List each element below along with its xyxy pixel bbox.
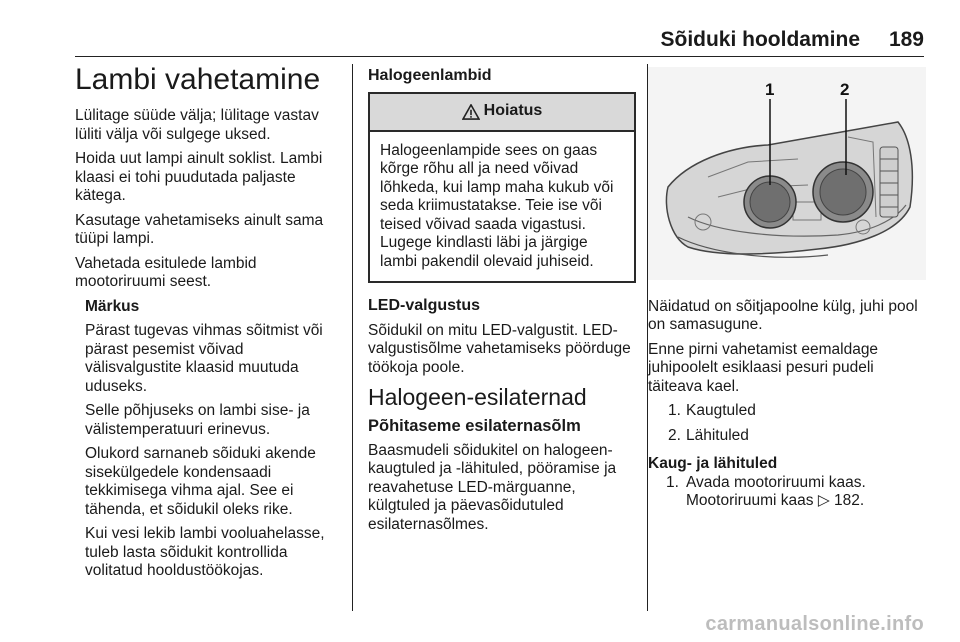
paragraph: Enne pirni vahetamist eemaldage juhipoolelt esiklaasi pesuri pudeli täiteava kael. bbox=[648, 340, 879, 395]
list-label: Kaugtuled bbox=[686, 402, 756, 419]
section-title: Lambi vahetamine bbox=[75, 63, 321, 96]
step-1 bbox=[648, 474, 928, 493]
list-label: Lähituled bbox=[686, 426, 749, 444]
header-divider bbox=[75, 56, 924, 57]
note-paragraph: Kui vesi lekib lambi vooluahelasse, tuleb lasta sõidukit kontrollida volitatud hooldustöökojas. bbox=[85, 525, 325, 579]
warning-box bbox=[368, 92, 636, 284]
page-number: 189 bbox=[888, 28, 924, 51]
reference-arrow-icon: ▷ bbox=[817, 492, 830, 509]
list-number: 2. bbox=[668, 426, 681, 444]
list-item bbox=[648, 427, 928, 446]
column-divider-1 bbox=[352, 64, 353, 611]
list-item bbox=[648, 402, 928, 421]
step-text: Avada mootoriruumi kaas. bbox=[686, 473, 866, 491]
watermark: carmanualsonline.info bbox=[705, 613, 924, 635]
led-title: LED-valgustus bbox=[368, 297, 481, 314]
headlamp-illustration bbox=[648, 67, 926, 280]
paragraph: Näidatud on sõitjapoolne külg, juhi pool on samasugune. bbox=[648, 297, 918, 333]
warning-text: Halogeenlampide sees on gaas kõrge rõhu all ja need võivad lõhkeda, kui lamp maha kukub või seda kriimustatakse. Teie ise või teised võivad saada vigastusi. Lugege kindlasti läbi ja järgige lambi pakendil olevaid juhiseid. bbox=[380, 141, 614, 270]
reference-text: Mootoriruumi kaas bbox=[686, 492, 814, 509]
paragraph: Hoida uut lampi ainult soklist. Lambi klaasi ei tohi puudutada paljaste kätega. bbox=[75, 150, 323, 204]
paragraph: Lülitage süüde välja; lülitage vastav lüliti välja või sulgege uksed. bbox=[75, 107, 319, 143]
column-3 bbox=[648, 67, 928, 511]
note-paragraph: Selle põhjuseks on lambi sise- ja välistemperatuuri erinevus. bbox=[85, 402, 310, 438]
callout-list bbox=[648, 402, 928, 445]
note-block bbox=[75, 298, 343, 581]
step-number: 1. bbox=[666, 473, 679, 491]
column-2 bbox=[368, 67, 636, 540]
page-header-title: Sõiduki hooldamine bbox=[660, 28, 860, 51]
note-paragraph: Olukord sarnaneb sõiduki akende sisekülgedele kondensaadi tekkimisega vihma ajal. See ei tähenda, et sõidukil oleks rike. bbox=[85, 445, 316, 518]
step-reference[interactable] bbox=[648, 492, 928, 511]
led-text: Sõidukil on mitu LED-valgustit. LED-valgustisõlme vahetamiseks pöörduge töökoja poole. bbox=[368, 321, 631, 376]
base-unit-text: Baasmudeli sõidukitel on halogeen-kaugtuled ja -lähituled, pööramise ja reavahetuse LED-märguanne, külgtuled ja päevasõidutuled esilaternasõlmes. bbox=[368, 441, 617, 533]
figure-label-2: 2 bbox=[840, 80, 850, 99]
column-3-text bbox=[648, 298, 928, 511]
subsection-title: Halogeenlambid bbox=[368, 67, 492, 84]
paragraph: Vahetada esitulede lambid mootoriruumi seest. bbox=[75, 254, 257, 290]
warning-title: Hoiatus bbox=[483, 102, 543, 120]
note-title: Märkus bbox=[85, 297, 140, 315]
base-unit-title: Põhitaseme esilaternasõlm bbox=[368, 417, 581, 435]
list-number: 1. bbox=[668, 402, 681, 419]
warning-header bbox=[370, 94, 634, 132]
figure-label-1: 1 bbox=[765, 80, 775, 99]
column-1 bbox=[75, 62, 343, 587]
reference-page: 182. bbox=[834, 492, 865, 509]
subheading: Kaug- ja lähituled bbox=[648, 455, 778, 472]
note-paragraph: Pärast tugevas vihmas sõitmist või pärast pesemist võivad välisvalgustite klaasid muutuda uduseks. bbox=[85, 322, 323, 395]
paragraph: Kasutage vahetamiseks ainult sama tüüpi lampi. bbox=[75, 211, 324, 247]
halogen-section-title: Halogeen-esilaternad bbox=[368, 384, 587, 410]
warning-triangle-icon bbox=[462, 104, 480, 120]
